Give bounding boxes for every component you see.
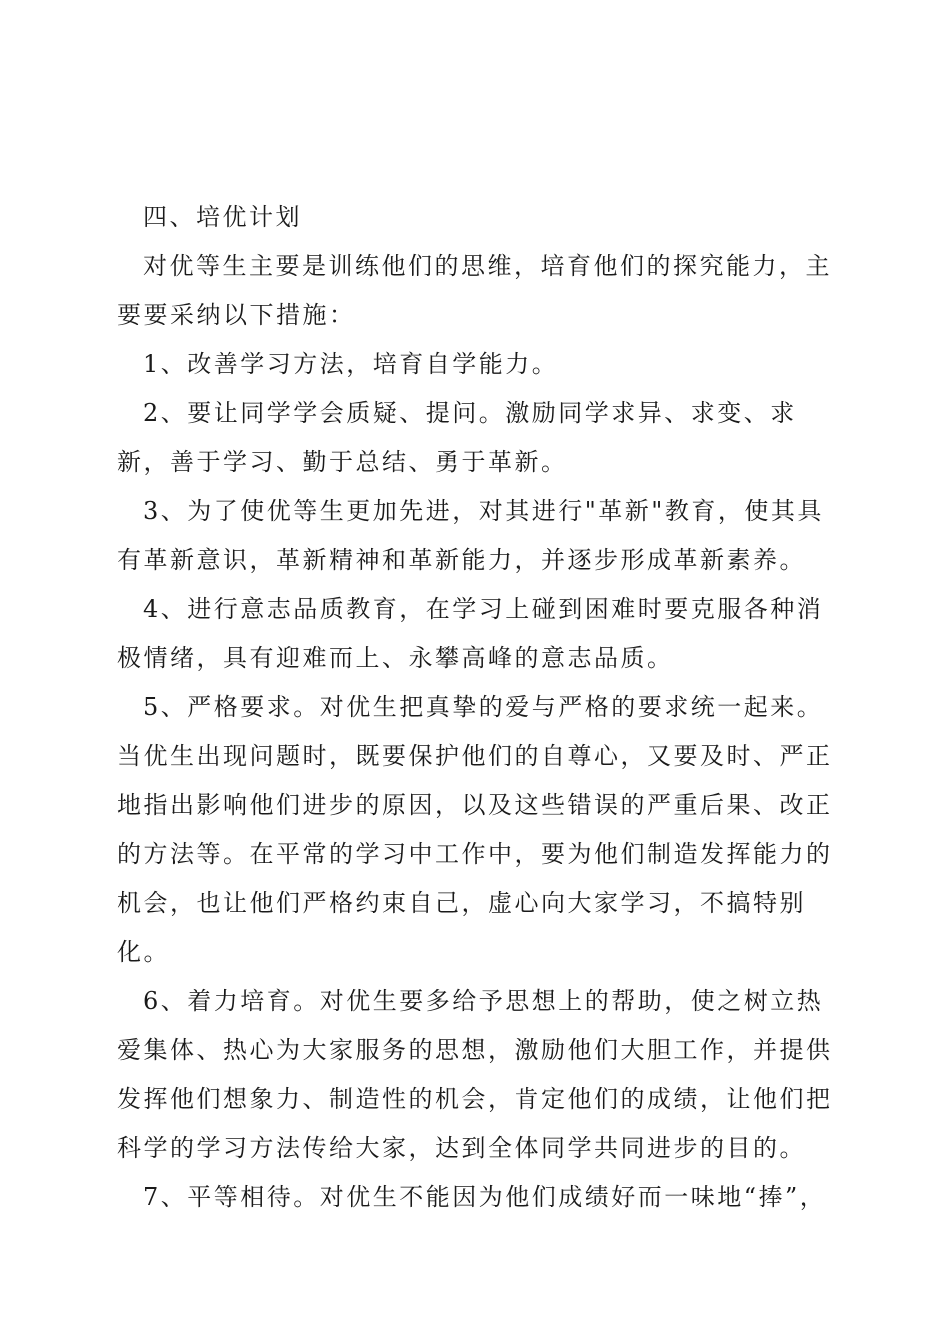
paragraph-item-7: 7、平等相待。对优生不能因为他们成绩好而一味地“捧”， [143,1183,827,1211]
paragraph-item-6: 6、着力培育。对优生要多给予思想上的帮助，使之树立热爱集体、热心为大家服务的思想，激励他们大胆工作，并提供发挥他们想象力、制造性的机会，肯定他们的成绩，让他们把科学的学习方法传给大家，达到全体同学共同进步的目的。 [117,987,833,1162]
section-heading: 四、培优计划 [143,203,302,231]
paragraph-item-5: 5、严格要求。对优生把真挚的爱与严格的要求统一起来。当优生出现问题时，既要保护他们的自尊心，又要及时、严正地指出影响他们进步的原因，以及这些错误的严重后果、改正的方法等。在平常的学习中工作中，要为他们制造发挥能力的机会，也让他们严格约束自己，虚心向大家学习，不搞特别化。 [117,693,833,966]
paragraph-intro: 对优等生主要是训练他们的思维，培育他们的探究能力，主要要采纳以下措施： [117,252,832,329]
paragraph-item-3: 3、为了使优等生更加先进，对其进行"革新"教育，使其具有革新意识，革新精神和革新能力，并逐步形成革新素养。 [117,497,824,574]
paragraph-item-4: 4、进行意志品质教育，在学习上碰到困难时要克服各种消极情绪，具有迎难而上、永攀高峰的意志品质。 [117,595,824,672]
document-body [117,193,837,1222]
paragraph-item-1: 1、改善学习方法，培育自学能力。 [143,350,559,378]
paragraph-item-2: 2、要让同学学会质疑、提问。激励同学求异、求变、求新，善于学习、勤于总结、勇于革新。 [117,399,797,476]
